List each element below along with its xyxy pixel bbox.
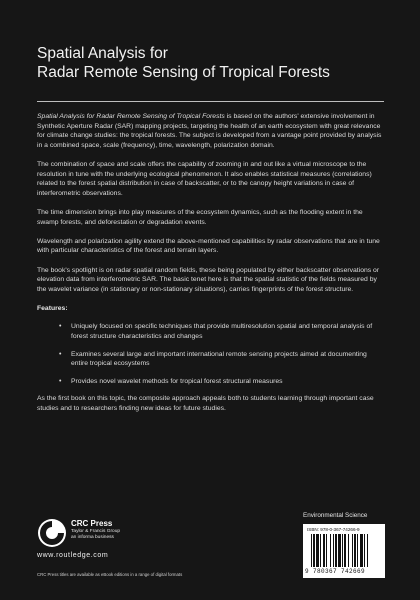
bullet-dot-icon: • — [59, 323, 62, 331]
intro-title-italic: Spatial Analysis for Radar Remote Sensing of Tropical Forests — [37, 113, 225, 120]
barcode-bar — [333, 534, 334, 567]
title-line-1: Spatial Analysis for — [37, 45, 168, 62]
description-body — [37, 112, 385, 423]
feature-item — [37, 350, 385, 369]
publisher-block — [37, 518, 237, 578]
barcode-bar — [313, 534, 315, 567]
barcode-panel — [303, 524, 385, 578]
intro-text: is based on the authors' extensive involvement in Synthetic Aperture Radar (SAR) mapping projects, targeting the health of an earth ecosystem with great relevance for climate change studies: the tropical forests. The subject is developed from a vantage point provided by analysis in a combined space, scale (frequency), time, wavelength, polarization domain. — [37, 113, 382, 149]
barcode-bar — [357, 534, 358, 567]
isbn-label: ISBN: 978-0-367-74266-9 — [307, 527, 360, 532]
publisher-informa: an informa business — [71, 535, 114, 540]
barcode-bar — [323, 534, 325, 567]
barcode-bar — [338, 534, 341, 567]
features-list — [37, 322, 385, 386]
barcode-bar — [348, 534, 349, 567]
crc-press-logo-icon — [37, 518, 67, 548]
barcode-bar — [330, 534, 331, 567]
paragraph-time: The time dimension brings into play measures of the ecosystem dynamics, such as the flooding extent in the swamp forests, and deforestation or degradation events. — [37, 208, 363, 226]
book-title — [37, 44, 387, 82]
barcode-bar — [344, 534, 346, 567]
bullet-dot-icon: • — [59, 377, 62, 385]
barcode-icon — [311, 534, 377, 567]
paragraph-spotlight: The book's spotlight is on radar spatial random fields, these being populated by either backscatter observations or elevation data from interferometric SAR. The basic tenet here is that the spatial statistic of the fields measured by the wavelet variance (in stationary or non-stationary situations), carries fingerprints of the forest structure. — [37, 266, 380, 293]
barcode-bar — [311, 534, 312, 567]
barcode-bar — [342, 534, 343, 567]
feature-item — [37, 377, 385, 387]
barcode-bar — [367, 534, 368, 567]
barcode-bar — [352, 534, 353, 567]
feature-text: Uniquely focused on specific techniques that provide multiresolution spatial and temporal analysis of forest structure characteristics and changes — [71, 323, 373, 341]
subject-category: Environmental Science — [303, 512, 368, 519]
barcode-bar — [320, 534, 321, 567]
barcode-bar — [364, 534, 365, 567]
feature-text: Examines several large and important international remote sensing projects aimed at documenting entire tropical ecosystems — [71, 350, 367, 368]
intro-paragraph — [37, 112, 385, 150]
bullet-dot-icon: • — [59, 350, 62, 358]
barcode-bar — [335, 534, 337, 567]
publisher-group: Taylor & Francis Group — [71, 529, 121, 534]
ebook-note: CRC Press titles are available as eBook editions in a range of digital formats — [37, 572, 183, 577]
barcode-digits: 9 780367 742669 — [305, 568, 366, 575]
barcode-bar — [316, 534, 319, 567]
features-heading: Features: — [37, 304, 68, 312]
feature-item — [37, 322, 385, 341]
publisher-name: CRC Press — [71, 519, 113, 528]
title-divider — [37, 101, 384, 102]
feature-text: Provides novel wavelet methods for tropical forest structural measures — [71, 377, 283, 385]
barcode-bar — [360, 534, 363, 567]
barcode-bar — [354, 534, 356, 567]
barcode-bar — [326, 534, 327, 567]
paragraph-wavelength: Wavelength and polarization agility extend the above-mentioned capabilities by radar observations that are in tune with particular characteristics of the forest and terrain layers. — [37, 237, 380, 255]
paragraph-space-scale: The combination of space and scale offers the capability of zooming in and out like a virtual microscope to the resolution in tune with the underlying ecological phenomenon. It also enables statistical measures (correlations) related to the forest spatial distribution in case of backscatter, or to the canopy height variations in case of interferometric observations. — [37, 160, 372, 197]
closing-paragraph: As the first book on this topic, the composite approach appeals both to students learning through important case studies and to researchers finding new ideas for future studies. — [37, 395, 374, 413]
title-line-2: Radar Remote Sensing of Tropical Forests — [37, 64, 330, 81]
publisher-website: www.routledge.com — [37, 552, 109, 559]
